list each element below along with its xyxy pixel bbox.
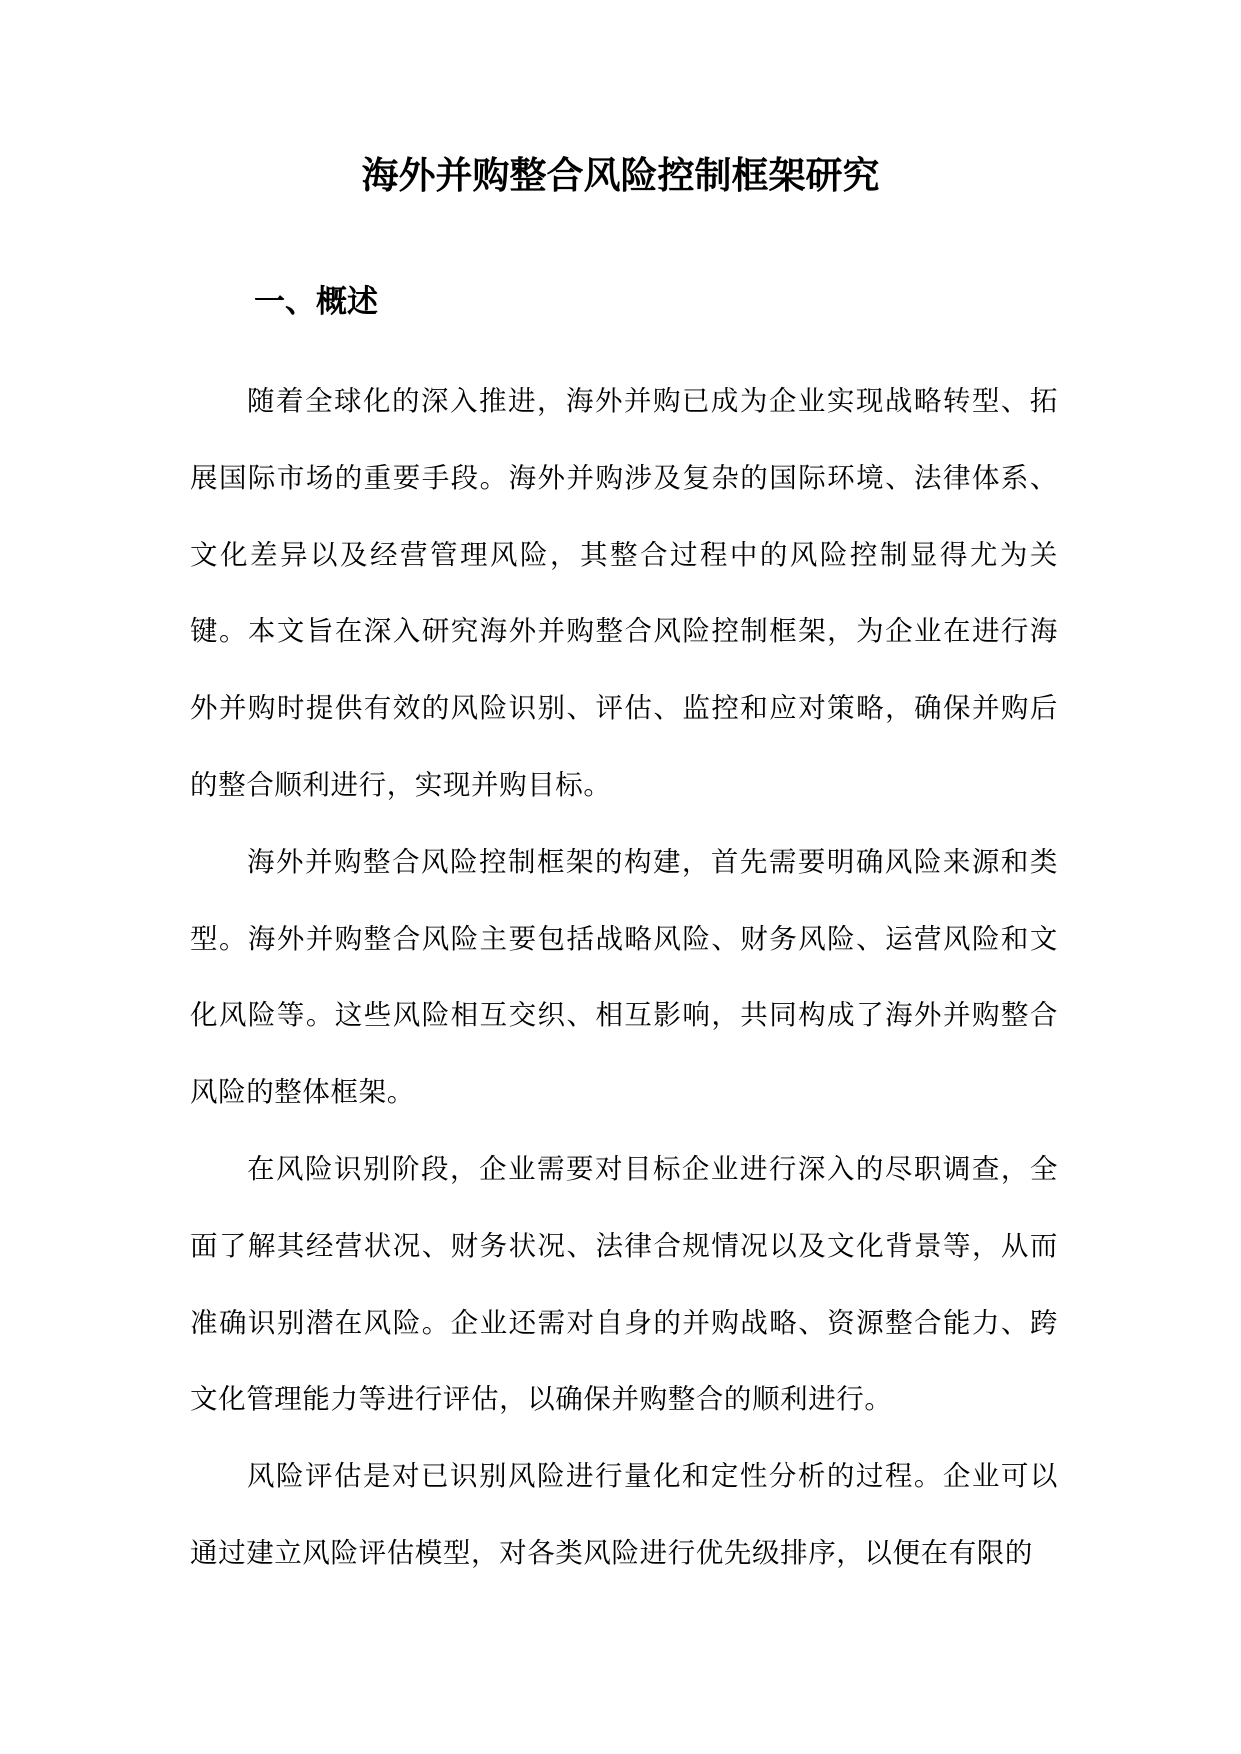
document-body bbox=[190, 363, 1058, 1592]
document-title: 海外并购整合风险控制框架研究 bbox=[361, 153, 880, 197]
paragraph: 海外并购整合风险控制框架的构建，首先需要明确风险来源和类型。海外并购整合风险主要包括战略风险、财务风险、运营风险和文化风险等。这些风险相互交织、相互影响，共同构成了海外并购整合风险的整体框架。 bbox=[190, 845, 1058, 1109]
paragraph: 风险评估是对已识别风险进行量化和定性分析的过程。企业可以通过建立风险评估模型，对各类风险进行优先级排序，以便在有限的 bbox=[190, 1460, 1058, 1569]
paragraph: 在风险识别阶段，企业需要对目标企业进行深入的尽职调查，全面了解其经营状况、财务状况、法律合规情况以及文化背景等，从而准确识别潜在风险。企业还需对自身的并购战略、资源整合能力、跨文化管理能力等进行评估，以确保并购整合的顺利进行。 bbox=[190, 1152, 1058, 1416]
paragraph: 随着全球化的深入推进，海外并购已成为企业实现战略转型、拓展国际市场的重要手段。海外并购涉及复杂的国际环境、法律体系、文化差异以及经营管理风险，其整合过程中的风险控制显得尤为关键。本文旨在深入研究海外并购整合风险控制框架，为企业在进行海外并购时提供有效的风险识别、评估、监控和应对策略，确保并购后的整合顺利进行，实现并购目标。 bbox=[190, 385, 1058, 801]
section-heading: 一、概述 bbox=[254, 284, 378, 320]
